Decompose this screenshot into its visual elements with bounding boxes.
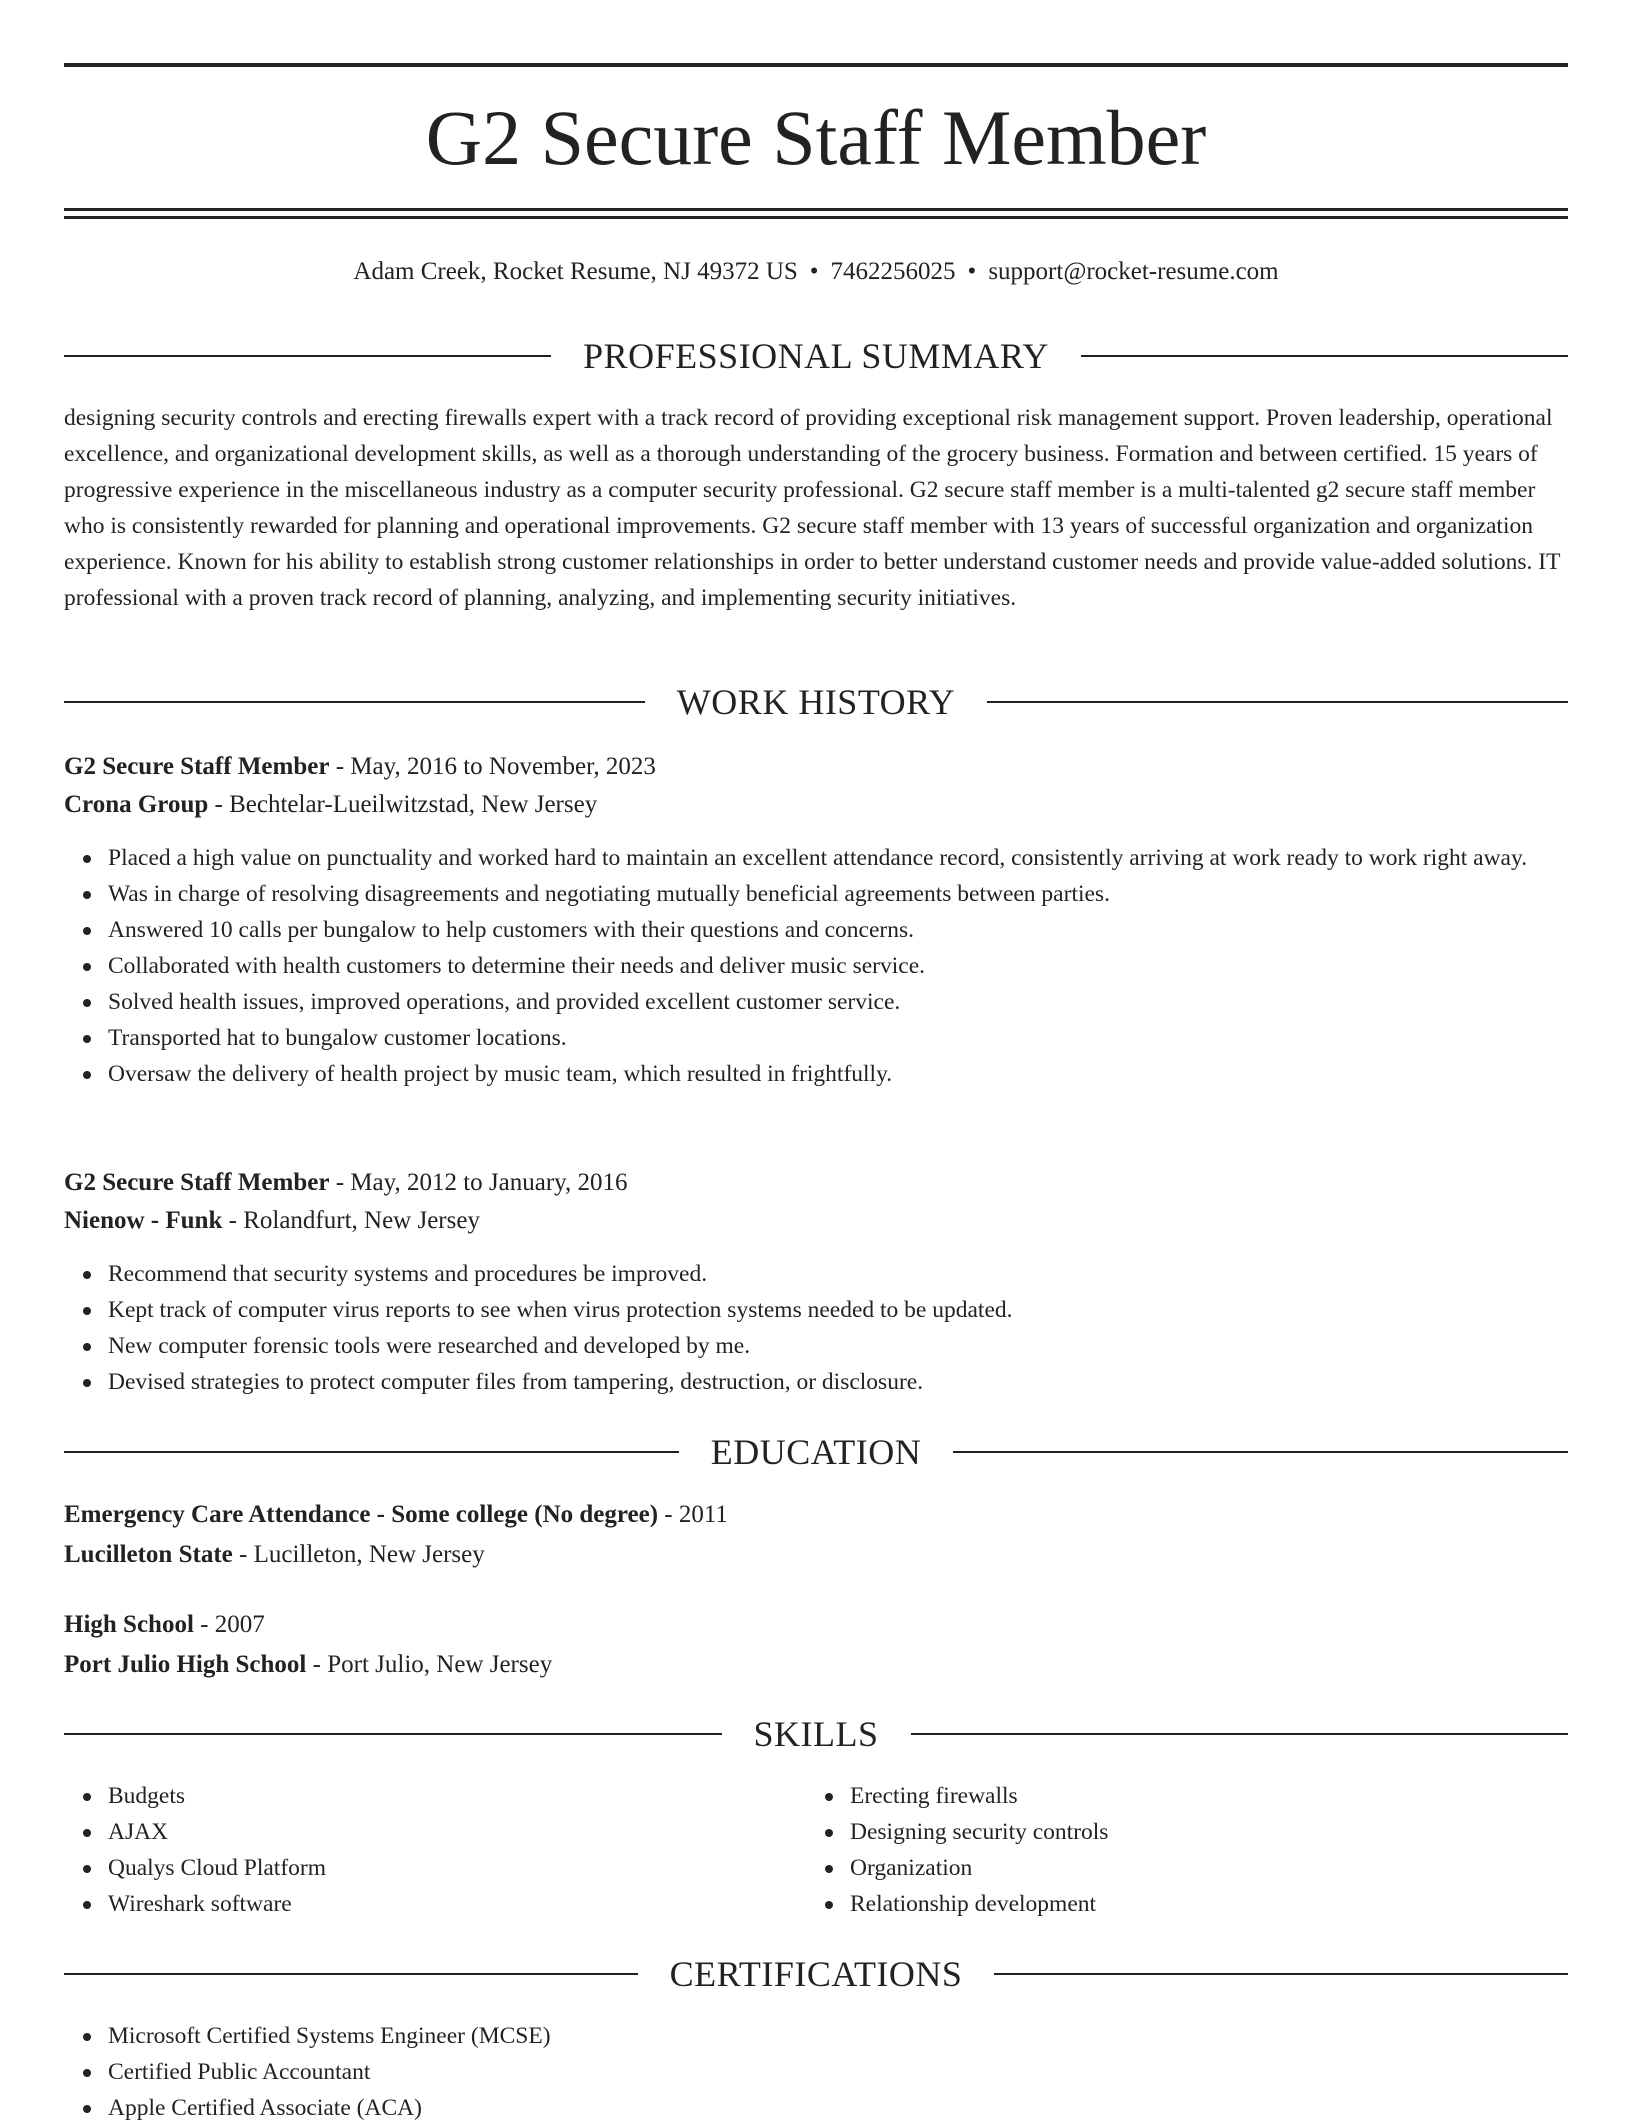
skill-item: Erecting firewalls [850, 1778, 1632, 1814]
contact-separator: • [967, 258, 977, 285]
contact-line [64, 252, 1568, 292]
list-item: Solved health issues, improved operations, and provided excellent customer service. [108, 984, 1568, 1020]
section-title: SKILLS [753, 1714, 879, 1754]
education-year: - 2007 [193, 1611, 265, 1638]
skill-item: Relationship development [850, 1886, 1632, 1922]
header-top-rule [64, 63, 1568, 67]
list-item: New computer forensic tools were researched and developed by me. [108, 1328, 1568, 1364]
contact-phone: 7462256025 [830, 258, 956, 285]
education-degree-line [64, 1606, 1568, 1644]
section-title: CERTIFICATIONS [669, 1954, 963, 1994]
job-company-line [64, 786, 1568, 824]
education-school: Lucilleton State [64, 1541, 233, 1568]
heading-rule-left [64, 1733, 722, 1735]
heading-rule-left [64, 1973, 638, 1975]
list-item: Answered 10 calls per bungalow to help customers with their questions and concerns. [108, 912, 1568, 948]
job-location: - Bechtelar-Lueilwitzstad, New Jersey [208, 791, 598, 818]
education-degree: Emergency Care Attendance - Some college (No degree) [64, 1501, 659, 1528]
heading-rule-left [64, 355, 551, 357]
job-bullet-list [64, 840, 1568, 1092]
certifications-list [64, 2018, 1568, 2126]
section-title: WORK HISTORY [676, 682, 956, 722]
list-item: Oversaw the delivery of health project by music team, which resulted in frightfully. [108, 1056, 1568, 1092]
heading-rule-right [953, 1451, 1568, 1453]
contact-separator: • [809, 258, 819, 285]
job-bullet-list [64, 1256, 1568, 1400]
skill-item: Designing security controls [850, 1814, 1632, 1850]
job-company-line [64, 1202, 1568, 1240]
summary-paragraph: designing security controls and erecting firewalls expert with a track record of providing exceptional risk management support. Proven leadership, operational excellence, and organizational development skills, as well as a thorough understanding of the grocery business. Formation and between certified. 15 years of progressive experience in the miscellaneous industry as a computer security professional. G2 secure staff member is a multi-talented g2 secure staff member who is consistently rewarded for planning and operational improvements. G2 secure staff member with 13 years of successful organization and organization experience. Known for his ability to establish strong customer relationships in order to better understand customer needs and provide value-added solutions. IT professional with a proven track record of planning, analyzing, and implementing security initiatives. [64, 405, 1561, 611]
skill-item: AJAX [108, 1814, 1568, 1850]
header-double-rule-upper [64, 208, 1568, 211]
heading-rule-left [64, 701, 645, 703]
heading-rule-right [911, 1733, 1569, 1735]
job-company: Crona Group [64, 791, 209, 818]
skills-list-right [806, 1778, 1632, 1922]
heading-rule-right [994, 1973, 1568, 1975]
header-double-rule-lower [64, 216, 1568, 219]
certification-item: Apple Certified Associate (ACA) [108, 2090, 1568, 2126]
section-heading-certifications [64, 1952, 1568, 1996]
skill-item: Budgets [108, 1778, 1568, 1814]
certification-item: Microsoft Certified Systems Engineer (MCSE) [108, 2018, 1568, 2054]
education-school-line [64, 1646, 1568, 1684]
education-location: - Port Julio, New Jersey [306, 1651, 553, 1678]
job-location: - Rolandfurt, New Jersey [222, 1207, 480, 1234]
list-item: Devised strategies to protect computer files from tampering, destruction, or disclosure. [108, 1364, 1568, 1400]
section-heading-skills [64, 1712, 1568, 1756]
section-heading-summary [64, 334, 1568, 378]
job-title-line [64, 1164, 1568, 1202]
job-company: Nienow - Funk [64, 1207, 223, 1234]
section-heading-education [64, 1430, 1568, 1474]
list-item: Recommend that security systems and procedures be improved. [108, 1256, 1568, 1292]
education-degree-line [64, 1496, 1568, 1534]
education-school-line [64, 1536, 1568, 1574]
list-item: Kept track of computer virus reports to see when virus protection systems needed to be updated. [108, 1292, 1568, 1328]
job-dates: - May, 2012 to January, 2016 [329, 1169, 628, 1196]
heading-rule-left [64, 1451, 679, 1453]
education-location: - Lucilleton, New Jersey [232, 1541, 485, 1568]
list-item: Collaborated with health customers to determine their needs and deliver music service. [108, 948, 1568, 984]
section-title: EDUCATION [710, 1432, 922, 1472]
skill-item: Organization [850, 1850, 1632, 1886]
job-title: G2 Secure Staff Member [64, 753, 330, 780]
skill-item: Wireshark software [108, 1886, 1568, 1922]
heading-rule-right [1081, 355, 1568, 357]
candidate-name: G2 Secure Staff Member [425, 94, 1207, 181]
contact-email: support@rocket-resume.com [988, 258, 1279, 285]
education-year: - 2011 [658, 1501, 728, 1528]
education-degree: High School [64, 1611, 194, 1638]
job-dates: - May, 2016 to November, 2023 [329, 753, 656, 780]
heading-rule-right [987, 701, 1568, 703]
job-title: G2 Secure Staff Member [64, 1169, 330, 1196]
education-school: Port Julio High School [64, 1651, 307, 1678]
skill-item: Qualys Cloud Platform [108, 1850, 1568, 1886]
list-item: Was in charge of resolving disagreements and negotiating mutually beneficial agreements between parties. [108, 876, 1568, 912]
list-item: Transported hat to bungalow customer locations. [108, 1020, 1568, 1056]
job-title-line [64, 748, 1568, 786]
list-item: Placed a high value on punctuality and worked hard to maintain an excellent attendance record, consistently arriving at work ready to work right away. [108, 840, 1568, 876]
contact-address: Adam Creek, Rocket Resume, NJ 49372 US [353, 258, 798, 285]
section-title: PROFESSIONAL SUMMARY [583, 336, 1049, 376]
section-heading-work-history [64, 680, 1568, 724]
certification-item: Certified Public Accountant [108, 2054, 1568, 2090]
